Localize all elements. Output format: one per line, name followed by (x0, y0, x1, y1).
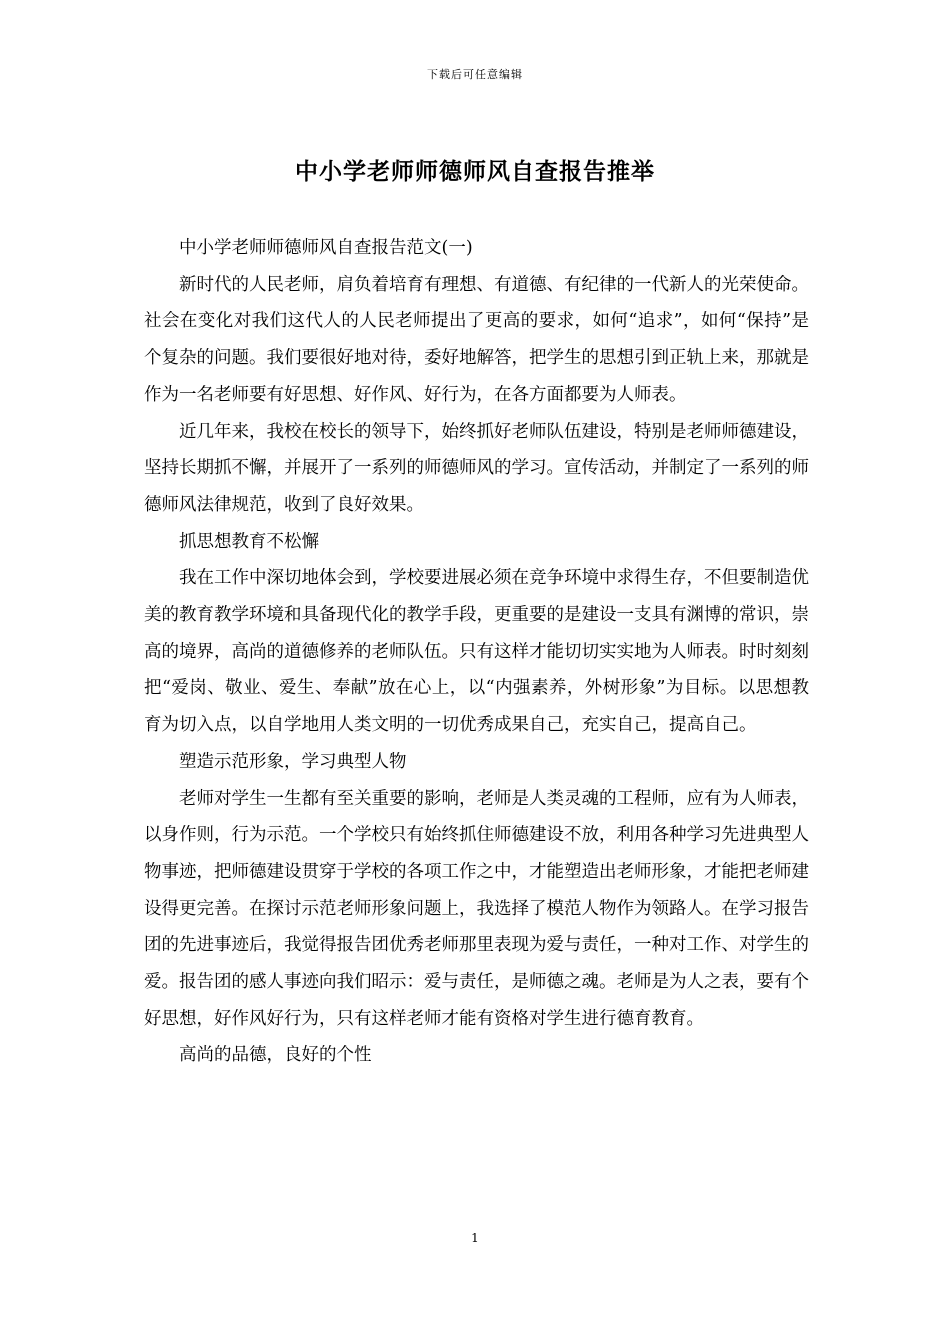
page-number: 1 (471, 1231, 479, 1245)
section-heading: 高尚的品德，良好的个性 (179, 1045, 372, 1066)
body-paragraph: 我在工作中深切地体会到，学校要进展必须在竞争环境中求得生存，不但要制造优美的教育教学环境和具备现代化的教学手段，更重要的是建设一支具有渊博的常识，崇高的境界，高尚的道德修养的老师队伍。只有这样才能切切实实地为人师表。时时刻刻把“爱岗、敬业、爱生、奉献”放在心上，以“内强素养，外树形象”为目标。以思想教育为切入点，以自学地用人类文明的一切优秀成果自己，充实自己，提高自己。 (144, 568, 809, 736)
body-paragraph: 新时代的人民老师，肩负着培育有理想、有道德、有纪律的一代新人的光荣使命。社会在变化对我们这代人的人民老师提出了更高的要求，如何“追求”，如何“保持”是个复杂的问题。我们要很好地对待，委好地解答，把学生的思想引到正轨上来，那就是作为一名老师要有好思想、好作风、好行为，在各方面都要为人师表。 (144, 274, 809, 405)
document-title: 中小学老师师德师风自查报告推举 (295, 158, 655, 185)
body-paragraph: 近几年来，我校在校长的领导下，始终抓好老师队伍建设，特别是老师师德建设，坚持长期抓不懈，并展开了一系列的师德师风的学习。宣传活动，并制定了一系列的师德师风法律规范，收到了良好效果。 (144, 421, 809, 515)
body-paragraph: 老师对学生一生都有至关重要的影响，老师是人类灵魂的工程师，应有为人师表，以身作则，行为示范。一个学校只有始终抓住师德建设不放，利用各种学习先进典型人物事迹，把师德建设贯穿于学校的各项工作之中，才能塑造出老师形象，才能把老师建设得更完善。在探讨示范老师形象问题上，我选择了模范人物作为领路人。在学习报告团的先进事迹后，我觉得报告团优秀老师那里表现为爱与责任，一种对工作、对学生的爱。报告团的感人事迹向我们昭示：爱与责任，是师德之魂。老师是为人之表，要有个好思想，好作风好行为，只有这样老师才能有资格对学生进行德育教育。 (144, 788, 809, 1029)
page-header-note: 下载后可任意编辑 (427, 68, 523, 81)
document-body (144, 230, 809, 1074)
section-heading: 塑造示范形象，学习典型人物 (179, 751, 407, 772)
section-heading: 抓思想教育不松懈 (179, 531, 319, 552)
subtitle-paragraph: 中小学老师师德师风自查报告范文(一) (179, 238, 473, 258)
